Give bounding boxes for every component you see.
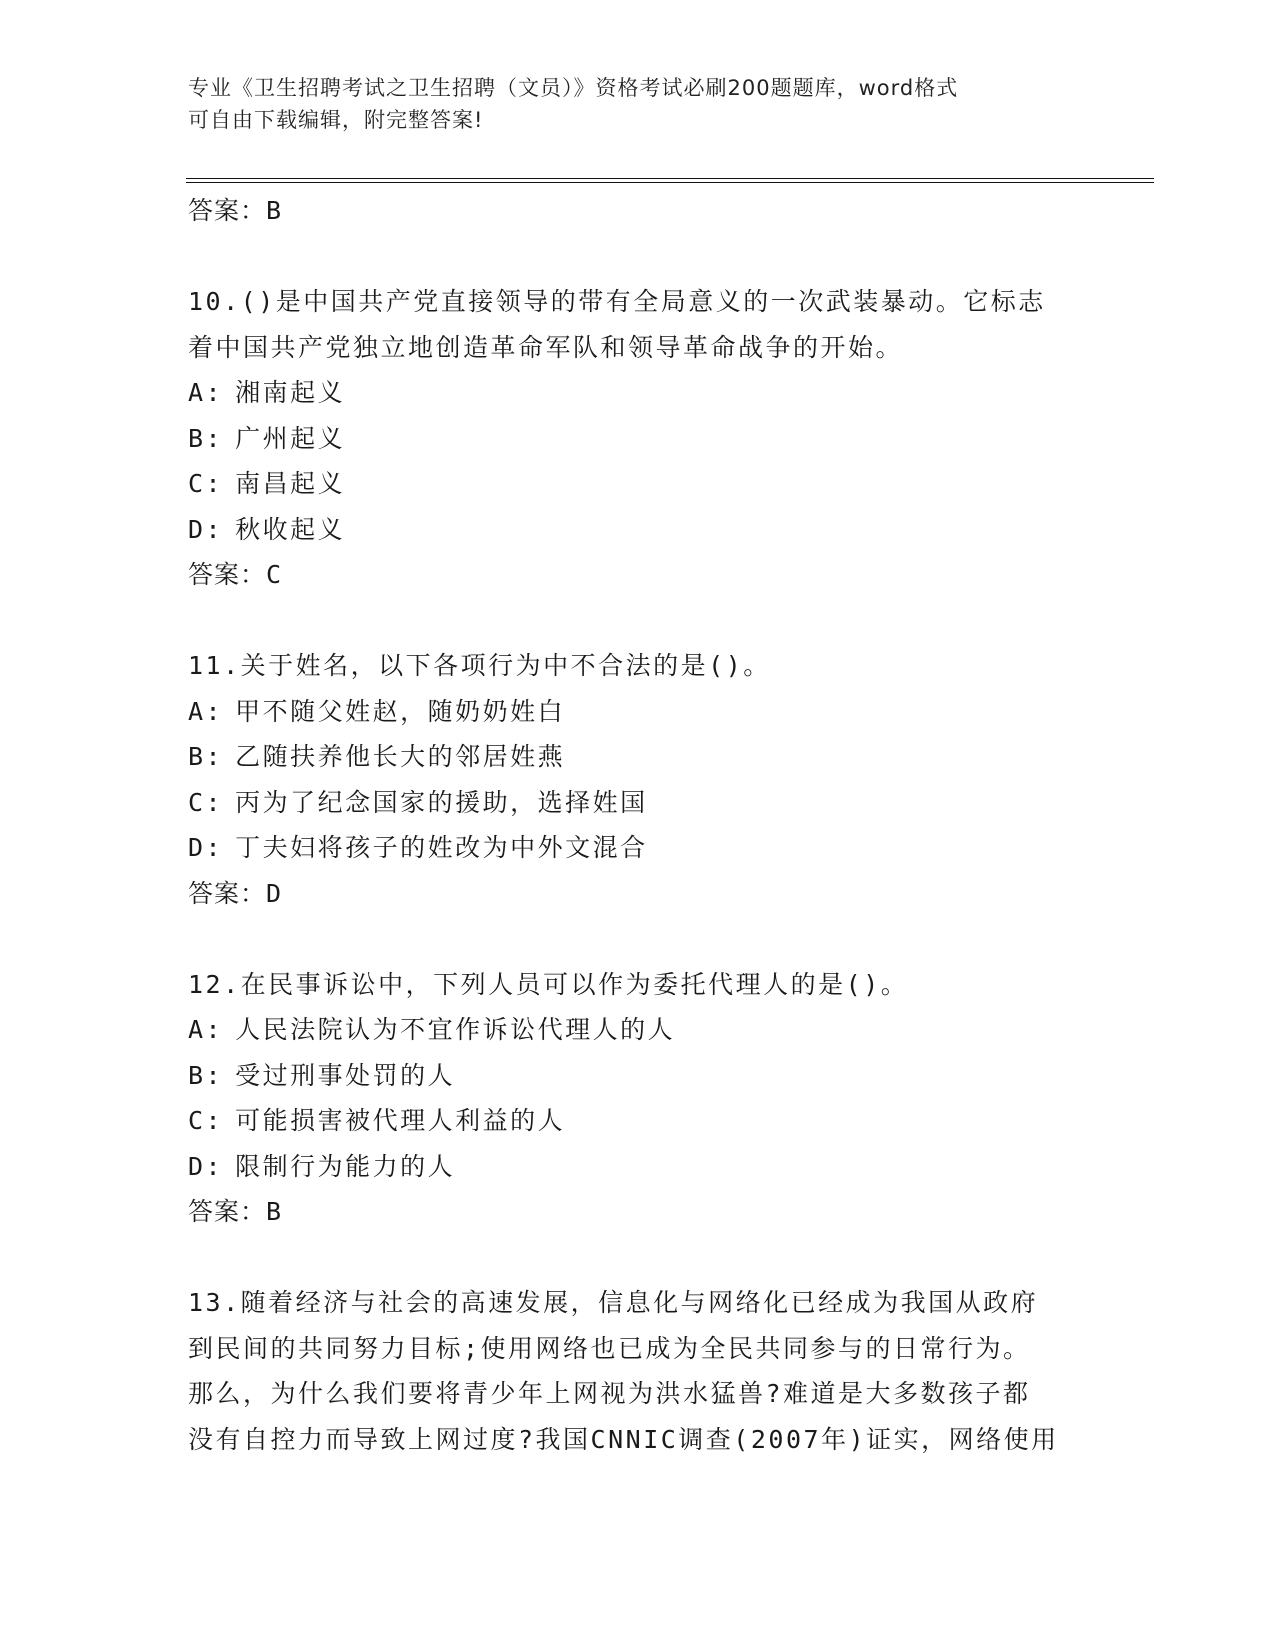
- answer-value: C: [266, 560, 283, 589]
- header-line-1: 专业《卫生招聘考试之卫生招聘（文员）》资格考试必刷200题题库，word格式: [188, 76, 959, 100]
- option-letter: A:: [188, 696, 224, 726]
- answer-value: B: [266, 196, 283, 225]
- option-a: [188, 370, 1088, 416]
- question-block: [188, 279, 1088, 598]
- option-letter: B:: [188, 742, 224, 771]
- option-letter: C:: [188, 469, 224, 498]
- header-line-2: 可自由下载编辑，附完整答案!: [188, 108, 484, 132]
- question-stem-line: 没有自控力而导致上网过度?我国CNNIC调查(2007年)证实，网络使用: [188, 1424, 1059, 1454]
- option-d: [188, 1144, 1088, 1190]
- answer-line: [188, 552, 1088, 598]
- question-stem-line: 那么，为什么我们要将青少年上网视为洪水猛兽?难道是大多数孩子都: [188, 1379, 1031, 1408]
- question-block: [188, 1280, 1088, 1462]
- option-letter: A:: [188, 378, 224, 407]
- option-letter: C:: [188, 787, 224, 817]
- option-b: [188, 734, 1088, 780]
- answer-line: [188, 1189, 1088, 1235]
- option-text: 可能损害被代理人利益的人: [235, 1106, 566, 1135]
- option-a: [188, 689, 1088, 735]
- question-block: [188, 962, 1088, 1235]
- question-stem-line: 13.随着经济与社会的高速发展，信息化与网络化已经成为我国从政府: [188, 1288, 1039, 1317]
- option-letter: C:: [188, 1106, 224, 1135]
- option-text: 甲不随父姓赵，随奶奶姓白: [235, 696, 566, 726]
- question-stem-line: 11.关于姓名，以下各项行为中不合法的是()。: [188, 651, 771, 680]
- option-text: 限制行为能力的人: [235, 1151, 456, 1181]
- answer-value: D: [266, 878, 283, 908]
- spacer: [188, 916, 1088, 962]
- option-text: 丙为了纪念国家的援助，选择姓国: [235, 787, 648, 817]
- option-text: 人民法院认为不宜作诉讼代理人的人: [235, 1015, 676, 1044]
- answer-line: [188, 871, 1088, 917]
- question-stem-line: 12.在民事诉讼中，下列人员可以作为委托代理人的是()。: [188, 969, 909, 999]
- answer-label: 答案：: [188, 878, 267, 908]
- answer-label: 答案：: [188, 1197, 267, 1226]
- question-block: [188, 643, 1088, 916]
- answer-line: [188, 188, 1088, 234]
- document-body: [188, 188, 1088, 1462]
- page-header: [188, 72, 1068, 136]
- option-text: 秋收起义: [235, 514, 346, 544]
- option-letter: B:: [188, 1060, 224, 1090]
- option-text: 受过刑事处罚的人: [235, 1060, 456, 1090]
- option-c: [188, 1098, 1088, 1144]
- option-text: 南昌起义: [235, 469, 346, 498]
- question-stem-line: 10.()是中国共产党直接领导的带有全局意义的一次武装暴动。它标志: [188, 287, 1046, 316]
- option-text: 湘南起义: [235, 378, 346, 407]
- spacer: [188, 1235, 1088, 1281]
- option-c: [188, 461, 1088, 507]
- option-b: [188, 1053, 1088, 1099]
- question-stem-line: 着中国共产党独立地创造革命军队和领导革命战争的开始。: [188, 332, 904, 362]
- option-a: [188, 1007, 1088, 1053]
- option-b: [188, 416, 1088, 462]
- option-letter: B:: [188, 423, 224, 453]
- header-divider: [186, 178, 1154, 183]
- option-text: 广州起义: [235, 423, 346, 453]
- option-c: [188, 780, 1088, 826]
- option-d: [188, 825, 1088, 871]
- answer-label: 答案：: [188, 560, 267, 589]
- spacer: [188, 234, 1088, 280]
- option-text: 丁夫妇将孩子的姓改为中外文混合: [235, 833, 648, 862]
- question-stem-line: 到民间的共同努力目标;使用网络也已成为全民共同参与的日常行为。: [188, 1333, 1031, 1363]
- option-d: [188, 507, 1088, 553]
- answer-label: 答案：: [188, 196, 267, 225]
- answer-value: B: [266, 1197, 283, 1226]
- option-letter: D:: [188, 514, 224, 544]
- option-letter: D:: [188, 1151, 224, 1181]
- spacer: [188, 598, 1088, 644]
- option-letter: D:: [188, 833, 224, 862]
- option-text: 乙随扶养他长大的邻居姓燕: [235, 742, 566, 771]
- option-letter: A:: [188, 1015, 224, 1044]
